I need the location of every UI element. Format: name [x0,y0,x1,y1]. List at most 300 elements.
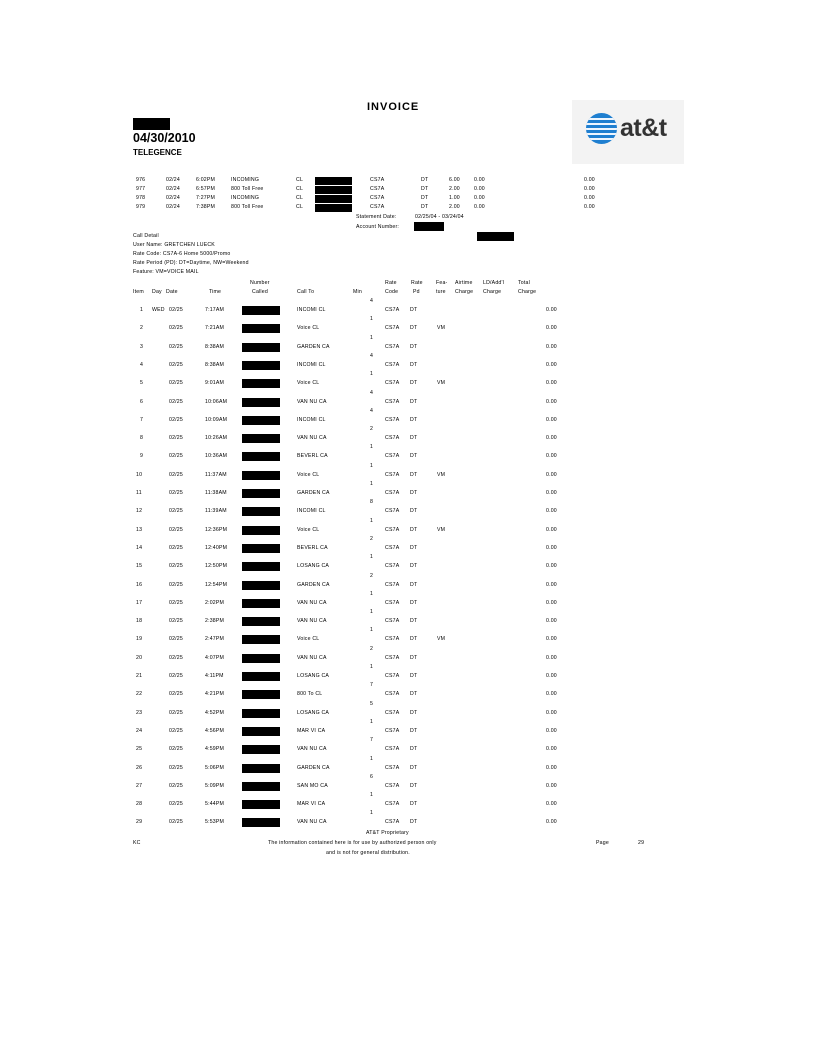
row-minutes: 1 [370,444,374,451]
redacted-number-called [242,635,280,644]
row-minutes: 1 [370,554,374,561]
row-minutes: 2 [370,572,374,579]
proprietary-label: AT&T Proprietary [366,830,409,836]
row-total: 0.00 [546,673,557,679]
row-call-to: INCOMI CL [297,361,326,368]
row-rate-code: CS7A [385,636,400,643]
prior-minutes: 2.00 [449,204,460,210]
row-rate-period: DT [410,544,418,551]
prior-description: INCOMING [231,177,260,183]
row-item: 11 [136,490,142,496]
invoice-title: INVOICE [367,101,420,113]
row-minutes: 1 [370,718,374,725]
prior-rate-code: CS7A [370,186,385,192]
prior-minutes: 6.00 [449,177,460,183]
row-date: 02/25 [169,361,183,368]
row-rate-period: DT [410,599,418,606]
row-rate-period: DT [410,691,418,698]
row-call-to: GARDEN CA [297,764,330,771]
col-ld-bottom: Charge [483,289,502,295]
table-row [0,600,816,608]
row-minutes: 1 [370,462,374,469]
col-min: Min [353,289,362,295]
row-minutes: 5 [370,700,374,707]
redacted-number-called [242,818,280,827]
row-item: 21 [136,673,143,679]
redacted-number-called [242,398,280,407]
redacted-number-called [242,764,280,773]
row-date: 02/25 [169,307,183,313]
row-total: 0.00 [546,544,557,551]
row-date: 02/25 [169,398,183,405]
row-call-to: GARDEN CA [297,581,330,588]
row-total: 0.00 [546,691,557,698]
col-airtime-bottom: Charge [455,289,474,295]
row-item: 23 [136,709,143,716]
row-total: 0.00 [546,819,557,826]
row-minutes: 7 [370,682,374,689]
row-total: 0.00 [546,361,557,368]
row-rate-code: CS7A [385,599,400,606]
row-time: 4:07PM [205,654,225,661]
row-date: 02/25 [169,727,183,734]
row-rate-code: CS7A [385,709,400,716]
table-row [0,435,816,443]
prior-item: 979 [136,204,146,210]
row-time: 12:40PM [205,544,228,551]
prior-call-to: CL [296,177,304,183]
row-time: 7:21AM [205,325,225,332]
row-call-to: INCOMI CL [297,307,326,313]
row-rate-code: CS7A [385,673,400,679]
row-time: 7:17AM [205,307,225,313]
row-rate-period: DT [410,471,418,478]
redacted-number-called [242,617,280,626]
prior-charge: 0.00 [474,177,485,183]
redacted-number-called [242,452,280,461]
row-call-to: MAR VI CA [297,801,326,808]
row-minutes: 1 [370,664,374,670]
prior-call-to: CL [296,195,304,201]
row-rate-period: DT [410,636,418,643]
row-item: 8 [140,435,144,442]
prior-description: INCOMING [231,195,260,201]
prior-row [0,177,816,185]
row-call-to: GARDEN CA [297,343,330,350]
table-row [0,527,816,535]
row-total: 0.00 [546,526,557,533]
row-time: 4:59PM [205,746,225,753]
row-item: 3 [140,343,144,350]
table-row [0,728,816,736]
row-total: 0.00 [546,398,557,405]
row-item: 12 [136,508,143,515]
redacted-block [477,232,514,241]
table-row [0,472,816,480]
row-call-to: BEVERL CA [297,544,328,551]
redacted-number-called [242,581,280,590]
row-time: 11:39AM [205,508,227,515]
prior-total: 0.00 [584,204,595,210]
row-time: 4:56PM [205,727,225,734]
col-total-bottom: Charge [518,289,537,295]
row-total: 0.00 [546,636,557,643]
row-date: 02/25 [169,746,183,753]
table-row [0,490,816,498]
row-item: 7 [140,416,144,423]
row-minutes: 6 [370,773,374,780]
col-rate-bottom: Code [385,289,399,295]
row-date: 02/25 [169,764,183,771]
redacted-number-called [242,471,280,480]
redacted-number-called [242,324,280,333]
row-call-to: GARDEN CA [297,490,330,496]
row-date: 02/25 [169,380,183,387]
row-time: 5:09PM [205,782,225,789]
row-total: 0.00 [546,563,557,570]
row-date: 02/25 [169,819,183,826]
row-item: 2 [140,325,144,332]
redacted-number-called [242,690,280,699]
footer-left: KC [133,840,141,846]
prior-call-to: CL [296,186,304,192]
col-call-to: Call To [297,289,315,295]
row-total: 0.00 [546,380,557,387]
redacted-number [315,186,352,194]
footer-line-1: The information contained here is for use by authorized person only [268,840,437,846]
prior-date: 02/24 [166,186,180,192]
prior-rate-code: CS7A [370,177,385,183]
row-call-to: LOSANG CA [297,563,330,570]
row-call-to: Voice CL [297,380,320,387]
col-item: Item [133,289,144,295]
page-label: Page [596,840,609,846]
row-time: 10:36AM [205,453,228,460]
row-total: 0.00 [546,654,557,661]
row-time: 5:06PM [205,764,225,771]
row-item: 20 [136,654,143,661]
row-rate-period: DT [410,307,418,313]
prior-time: 7:27PM [196,195,216,201]
row-rate-code: CS7A [385,435,400,442]
redacted-number [315,204,352,212]
prior-rate-period: DT [421,177,429,183]
row-rate-period: DT [410,782,418,789]
row-call-to: VAN NU CA [297,746,327,753]
redacted-number-called [242,507,280,516]
row-date: 02/25 [169,691,183,698]
table-row [0,710,816,718]
row-rate-code: CS7A [385,325,400,332]
row-minutes: 1 [370,517,374,524]
statement-date-value: 02/25/04 - 03/24/04 [415,214,464,220]
table-row [0,655,816,663]
row-rate-code: CS7A [385,544,400,551]
row-rate-code: CS7A [385,398,400,405]
col-airtime-top: Airtime [455,280,473,286]
row-feature: VM [437,636,446,643]
row-item: 22 [136,691,143,698]
col-number-bottom: Called [252,289,268,295]
row-call-to: VAN NU CA [297,435,327,442]
row-time: 9:01AM [205,380,225,387]
prior-date: 02/24 [166,177,180,183]
table-row [0,765,816,773]
col-date: Date [166,289,178,295]
row-minutes: 1 [370,316,374,323]
row-call-to: INCOMI CL [297,508,326,515]
prior-description: 800 Toll Free [231,186,264,192]
row-call-to: SAN MO CA [297,782,328,789]
row-rate-period: DT [410,526,418,533]
row-rate-period: DT [410,654,418,661]
row-total: 0.00 [546,343,557,350]
redacted-number-called [242,599,280,608]
row-time: 10:09AM [205,416,228,423]
row-total: 0.00 [546,709,557,716]
row-item: 1 [140,307,144,313]
rate-period-line: Rate Period (PD): DT=Daytime, NW=Weekend [133,260,249,266]
row-rate-code: CS7A [385,526,400,533]
row-rate-period: DT [410,361,418,368]
row-minutes: 1 [370,609,374,616]
prior-date: 02/24 [166,204,180,210]
row-total: 0.00 [546,599,557,606]
row-total: 0.00 [546,471,557,478]
row-total: 0.00 [546,435,557,442]
prior-call-to: CL [296,204,304,210]
redacted-number-called [242,526,280,535]
row-time: 5:53PM [205,819,225,826]
row-total: 0.00 [546,801,557,808]
redacted-number-called [242,361,280,370]
row-call-to: VAN NU CA [297,819,327,826]
row-item: 9 [140,453,144,460]
col-pd-bottom: Pd [413,289,420,295]
row-rate-code: CS7A [385,508,400,515]
row-rate-code: CS7A [385,801,400,808]
row-rate-code: CS7A [385,361,400,368]
row-feature: VM [437,325,446,332]
row-rate-code: CS7A [385,416,400,423]
prior-charge: 0.00 [474,195,485,201]
row-rate-period: DT [410,563,418,570]
row-feature: VM [437,380,446,387]
row-date: 02/25 [169,673,183,679]
redacted-number-called [242,800,280,809]
col-rate-top: Rate [385,280,397,286]
col-day: Day [152,289,162,295]
row-rate-code: CS7A [385,380,400,387]
row-rate-code: CS7A [385,453,400,460]
row-item: 25 [136,746,143,753]
row-item: 13 [136,526,143,533]
row-feature: VM [437,526,446,533]
row-minutes: 4 [370,298,374,304]
redacted-number [315,177,352,185]
row-rate-period: DT [410,490,418,496]
row-minutes: 4 [370,389,374,396]
prior-row [0,195,816,203]
company-name: TELEGENCE [133,148,182,157]
row-rate-period: DT [410,435,418,442]
row-item: 27 [136,782,143,789]
row-date: 02/25 [169,435,183,442]
col-ld-top: LD/Add'l [483,280,505,286]
row-date: 02/25 [169,599,183,606]
row-total: 0.00 [546,307,557,313]
row-item: 28 [136,801,143,808]
row-time: 2:38PM [205,618,225,625]
row-date: 02/25 [169,343,183,350]
prior-rate-code: CS7A [370,204,385,210]
row-minutes: 8 [370,499,374,506]
row-total: 0.00 [546,490,557,496]
row-time: 10:06AM [205,398,228,405]
row-call-to: Voice CL [297,471,320,478]
row-total: 0.00 [546,581,557,588]
prior-description: 800 Toll Free [231,204,264,210]
row-rate-period: DT [410,416,418,423]
prior-total: 0.00 [584,177,595,183]
row-item: 19 [136,636,143,643]
row-total: 0.00 [546,453,557,460]
table-row [0,563,816,571]
statement-date-label: Statement Date: [356,214,397,220]
row-rate-period: DT [410,801,418,808]
row-item: 26 [136,764,143,771]
table-row [0,399,816,407]
row-minutes: 1 [370,334,374,341]
prior-item: 978 [136,195,146,201]
row-time: 8:38AM [205,343,225,350]
globe-icon [586,113,617,144]
row-time: 4:11PM [205,673,224,679]
prior-row [0,204,816,212]
row-call-to: LOSANG CA [297,709,330,716]
row-minutes: 1 [370,792,374,799]
logo-text: at&t [620,114,667,142]
row-total: 0.00 [546,508,557,515]
account-number-label: Account Number: [356,224,400,230]
row-rate-period: DT [410,673,418,679]
row-date: 02/25 [169,490,183,496]
row-date: 02/25 [169,325,183,332]
redacted-number-called [242,709,280,718]
row-time: 5:44PM [205,801,225,808]
row-date: 02/25 [169,544,183,551]
row-item: 24 [136,727,143,734]
table-row [0,508,816,516]
redacted-account-number [414,222,444,231]
row-item: 14 [136,544,143,551]
prior-rate-period: DT [421,186,429,192]
prior-charge: 0.00 [474,186,485,192]
row-rate-period: DT [410,819,418,826]
table-row [0,545,816,553]
table-row [0,636,816,644]
row-date: 02/25 [169,782,183,789]
row-time: 10:26AM [205,435,228,442]
prior-time: 6:57PM [196,186,216,192]
col-total-top: Total [518,280,530,286]
row-feature: VM [437,471,446,478]
row-date: 02/25 [169,416,183,423]
row-call-to: VAN NU CA [297,618,327,625]
row-time: 2:47PM [205,636,225,643]
col-time: Time [209,289,222,295]
row-minutes: 1 [370,371,374,378]
footer-line-2: and is not for general distribution. [326,850,410,856]
col-number-top: Number [250,280,270,286]
row-minutes: 4 [370,407,374,414]
row-call-to: LOSANG CA [297,673,330,679]
row-rate-period: DT [410,709,418,716]
row-date: 02/25 [169,636,183,643]
row-total: 0.00 [546,618,557,625]
prior-total: 0.00 [584,195,595,201]
row-item: 16 [136,581,143,588]
prior-rate-period: DT [421,195,429,201]
row-item: 10 [136,471,143,478]
prior-time: 7:38PM [196,204,216,210]
prior-charge: 0.00 [474,204,485,210]
prior-item: 977 [136,186,146,192]
table-row [0,819,816,827]
prior-rate-code: CS7A [370,195,385,201]
redacted-number-called [242,416,280,425]
row-date: 02/25 [169,563,183,570]
table-row [0,325,816,333]
row-minutes: 2 [370,645,374,652]
row-total: 0.00 [546,325,557,332]
row-call-to: Voice CL [297,526,320,533]
prior-item: 976 [136,177,146,183]
row-rate-code: CS7A [385,343,400,350]
row-call-to: VAN NU CA [297,599,327,606]
redacted-number-called [242,434,280,443]
row-minutes: 2 [370,535,374,542]
row-date: 02/25 [169,654,183,661]
redacted-block [133,118,170,130]
row-minutes: 4 [370,352,374,359]
row-rate-code: CS7A [385,782,400,789]
table-row [0,783,816,791]
row-total: 0.00 [546,746,557,753]
row-rate-code: CS7A [385,307,400,313]
row-minutes: 1 [370,755,374,762]
table-row [0,582,816,590]
row-item: 5 [140,380,144,387]
row-rate-period: DT [410,325,418,332]
col-feature-bottom: ture [436,289,446,295]
row-rate-code: CS7A [385,471,400,478]
row-time: 11:38AM [205,490,227,496]
row-date: 02/25 [169,618,183,625]
row-item: 29 [136,819,143,826]
row-rate-period: DT [410,508,418,515]
row-rate-period: DT [410,343,418,350]
row-minutes: 7 [370,737,374,744]
redacted-number-called [242,782,280,791]
table-row [0,380,816,388]
row-rate-period: DT [410,618,418,625]
row-date: 02/25 [169,453,183,460]
redacted-number-called [242,672,280,681]
row-rate-period: DT [410,764,418,771]
invoice-date: 04/30/2010 [133,131,196,145]
row-time: 12:36PM [205,526,228,533]
